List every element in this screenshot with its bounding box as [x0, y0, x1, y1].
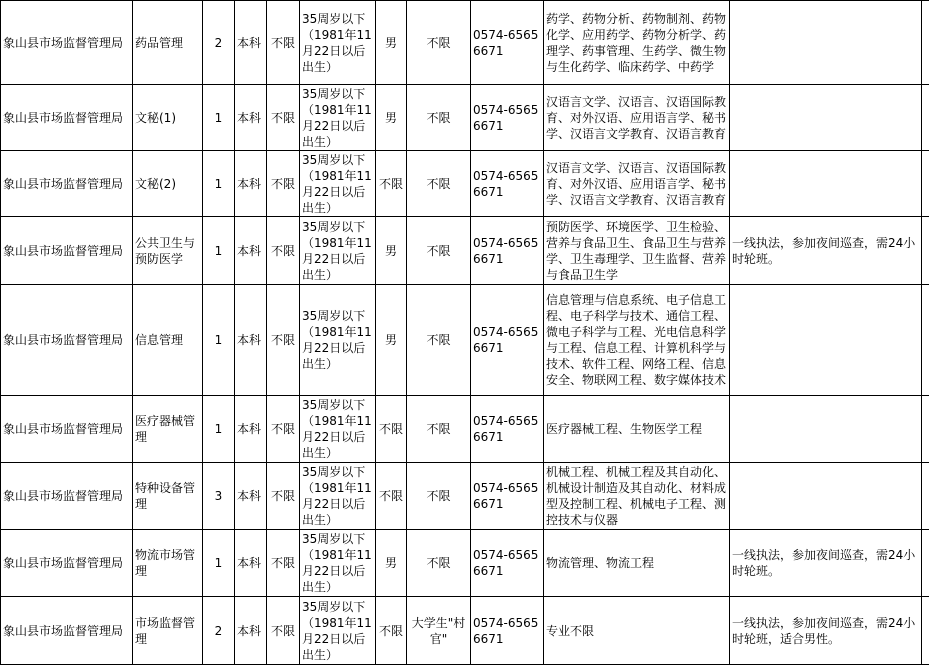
gender-cell: 男 — [376, 530, 407, 597]
age-cell: 35周岁以下（1981年11月22日以后出生） — [300, 151, 376, 217]
major-cell: 汉语言文学、汉语言、汉语国际教育、对外汉语、应用语言学、秘书学、汉语言文学教育、汉语言教育 — [544, 85, 730, 151]
age-cell: 35周岁以下（1981年11月22日以后出生） — [300, 85, 376, 151]
education-cell: 本科 — [235, 151, 267, 217]
age-cell: 35周岁以下（1981年11月22日以后出生） — [300, 1, 376, 85]
age-cell: 35周岁以下（1981年11月22日以后出生） — [300, 217, 376, 285]
education-cell: 本科 — [235, 285, 267, 396]
position-cell: 药品管理 — [133, 1, 203, 85]
gender-cell: 男 — [376, 285, 407, 396]
org-cell: 象山县市场监督管理局 — [1, 463, 133, 530]
org-cell: 象山县市场监督管理局 — [1, 151, 133, 217]
major-cell: 机械工程、机械工程及其自动化、机械设计制造及其自动化、材料成型及控制工程、机械电子工程、测控技术与仪器 — [544, 463, 730, 530]
count-cell: 1 — [203, 285, 235, 396]
education-cell: 本科 — [235, 463, 267, 530]
position-cell: 文秘(1) — [133, 85, 203, 151]
position-cell: 信息管理 — [133, 285, 203, 396]
table-row — [1, 1, 929, 85]
table-row — [1, 285, 929, 396]
other-req-cell: 不限 — [407, 217, 471, 285]
phone-cell: 0574-65656671 — [471, 85, 544, 151]
position-cell: 公共卫生与预防医学 — [133, 217, 203, 285]
count-cell: 1 — [203, 85, 235, 151]
phone-cell: 0574-65656671 — [471, 396, 544, 463]
degree-cell: 不限 — [267, 85, 300, 151]
count-cell: 3 — [203, 463, 235, 530]
edge-cell — [922, 285, 929, 396]
other-req-cell: 不限 — [407, 285, 471, 396]
age-cell: 35周岁以下（1981年11月22日以后出生） — [300, 285, 376, 396]
note-cell — [730, 151, 922, 217]
count-cell: 1 — [203, 530, 235, 597]
table-row — [1, 151, 929, 217]
degree-cell: 不限 — [267, 597, 300, 665]
age-cell: 35周岁以下（1981年11月22日以后出生） — [300, 530, 376, 597]
position-cell: 医疗器械管理 — [133, 396, 203, 463]
org-cell: 象山县市场监督管理局 — [1, 396, 133, 463]
education-cell: 本科 — [235, 217, 267, 285]
note-cell — [730, 85, 922, 151]
edge-cell — [922, 463, 929, 530]
org-cell: 象山县市场监督管理局 — [1, 285, 133, 396]
count-cell: 1 — [203, 396, 235, 463]
org-cell: 象山县市场监督管理局 — [1, 597, 133, 665]
edge-cell — [922, 1, 929, 85]
note-cell: 一线执法，参加夜间巡查，需24小时轮班。 — [730, 217, 922, 285]
major-cell: 预防医学、环境医学、卫生检验、营养与食品卫生、食品卫生与营养学、卫生毒理学、卫生监督、营养与食品卫生学 — [544, 217, 730, 285]
phone-cell: 0574-65656671 — [471, 285, 544, 396]
other-req-cell: 不限 — [407, 396, 471, 463]
phone-cell: 0574-65656671 — [471, 1, 544, 85]
edge-cell — [922, 597, 929, 665]
edge-cell — [922, 217, 929, 285]
degree-cell: 不限 — [267, 396, 300, 463]
table-row — [1, 217, 929, 285]
education-cell: 本科 — [235, 85, 267, 151]
other-req-cell: 不限 — [407, 530, 471, 597]
other-req-cell: 不限 — [407, 463, 471, 530]
degree-cell: 不限 — [267, 530, 300, 597]
phone-cell: 0574-65656671 — [471, 463, 544, 530]
education-cell: 本科 — [235, 1, 267, 85]
phone-cell: 0574-65656671 — [471, 597, 544, 665]
gender-cell: 不限 — [376, 396, 407, 463]
gender-cell: 不限 — [376, 597, 407, 665]
position-cell: 特种设备管理 — [133, 463, 203, 530]
other-req-cell: 不限 — [407, 1, 471, 85]
note-cell — [730, 1, 922, 85]
note-cell: 一线执法，参加夜间巡查，需24小时轮班。 — [730, 530, 922, 597]
major-cell: 医疗器械工程、生物医学工程 — [544, 396, 730, 463]
count-cell: 2 — [203, 1, 235, 85]
education-cell: 本科 — [235, 597, 267, 665]
count-cell: 2 — [203, 597, 235, 665]
major-cell: 专业不限 — [544, 597, 730, 665]
major-cell: 物流管理、物流工程 — [544, 530, 730, 597]
position-cell: 物流市场管理 — [133, 530, 203, 597]
degree-cell: 不限 — [267, 151, 300, 217]
other-req-cell: 大学生"村官" — [407, 597, 471, 665]
age-cell: 35周岁以下（1981年11月22日以后出生） — [300, 597, 376, 665]
note-cell — [730, 396, 922, 463]
count-cell: 1 — [203, 217, 235, 285]
edge-cell — [922, 396, 929, 463]
gender-cell: 不限 — [376, 151, 407, 217]
note-cell — [730, 463, 922, 530]
phone-cell: 0574-65656671 — [471, 217, 544, 285]
other-req-cell: 不限 — [407, 151, 471, 217]
other-req-cell: 不限 — [407, 85, 471, 151]
edge-cell — [922, 530, 929, 597]
edge-cell — [922, 151, 929, 217]
education-cell: 本科 — [235, 530, 267, 597]
table-body — [1, 1, 929, 665]
major-cell: 药学、药物分析、药物制剂、药物化学、应用药学、药物分析学、药理学、药事管理、生药学、微生物与生化药学、临床药学、中药学 — [544, 1, 730, 85]
edge-cell — [922, 85, 929, 151]
position-cell: 市场监督管理 — [133, 597, 203, 665]
age-cell: 35周岁以下（1981年11月22日以后出生） — [300, 463, 376, 530]
degree-cell: 不限 — [267, 217, 300, 285]
org-cell: 象山县市场监督管理局 — [1, 1, 133, 85]
phone-cell: 0574-65656671 — [471, 530, 544, 597]
gender-cell: 男 — [376, 85, 407, 151]
gender-cell: 男 — [376, 1, 407, 85]
gender-cell: 不限 — [376, 463, 407, 530]
org-cell: 象山县市场监督管理局 — [1, 530, 133, 597]
table-row — [1, 396, 929, 463]
note-cell — [730, 285, 922, 396]
gender-cell: 男 — [376, 217, 407, 285]
table-row — [1, 597, 929, 665]
major-cell: 信息管理与信息系统、电子信息工程、电子科学与技术、通信工程、微电子科学与工程、光电信息科学与工程、信息工程、计算机科学与技术、软件工程、网络工程、信息安全、物联网工程、数字媒体技术 — [544, 285, 730, 396]
major-cell: 汉语言文学、汉语言、汉语国际教育、对外汉语、应用语言学、秘书学、汉语言文学教育、汉语言教育 — [544, 151, 730, 217]
org-cell: 象山县市场监督管理局 — [1, 85, 133, 151]
education-cell: 本科 — [235, 396, 267, 463]
degree-cell: 不限 — [267, 1, 300, 85]
age-cell: 35周岁以下（1981年11月22日以后出生） — [300, 396, 376, 463]
note-cell: 一线执法，参加夜间巡查，需24小时轮班，适合男性。 — [730, 597, 922, 665]
table-row — [1, 530, 929, 597]
position-cell: 文秘(2) — [133, 151, 203, 217]
table-row — [1, 463, 929, 530]
org-cell: 象山县市场监督管理局 — [1, 217, 133, 285]
degree-cell: 不限 — [267, 463, 300, 530]
degree-cell: 不限 — [267, 285, 300, 396]
count-cell: 1 — [203, 151, 235, 217]
table-row — [1, 85, 929, 151]
phone-cell: 0574-65656671 — [471, 151, 544, 217]
